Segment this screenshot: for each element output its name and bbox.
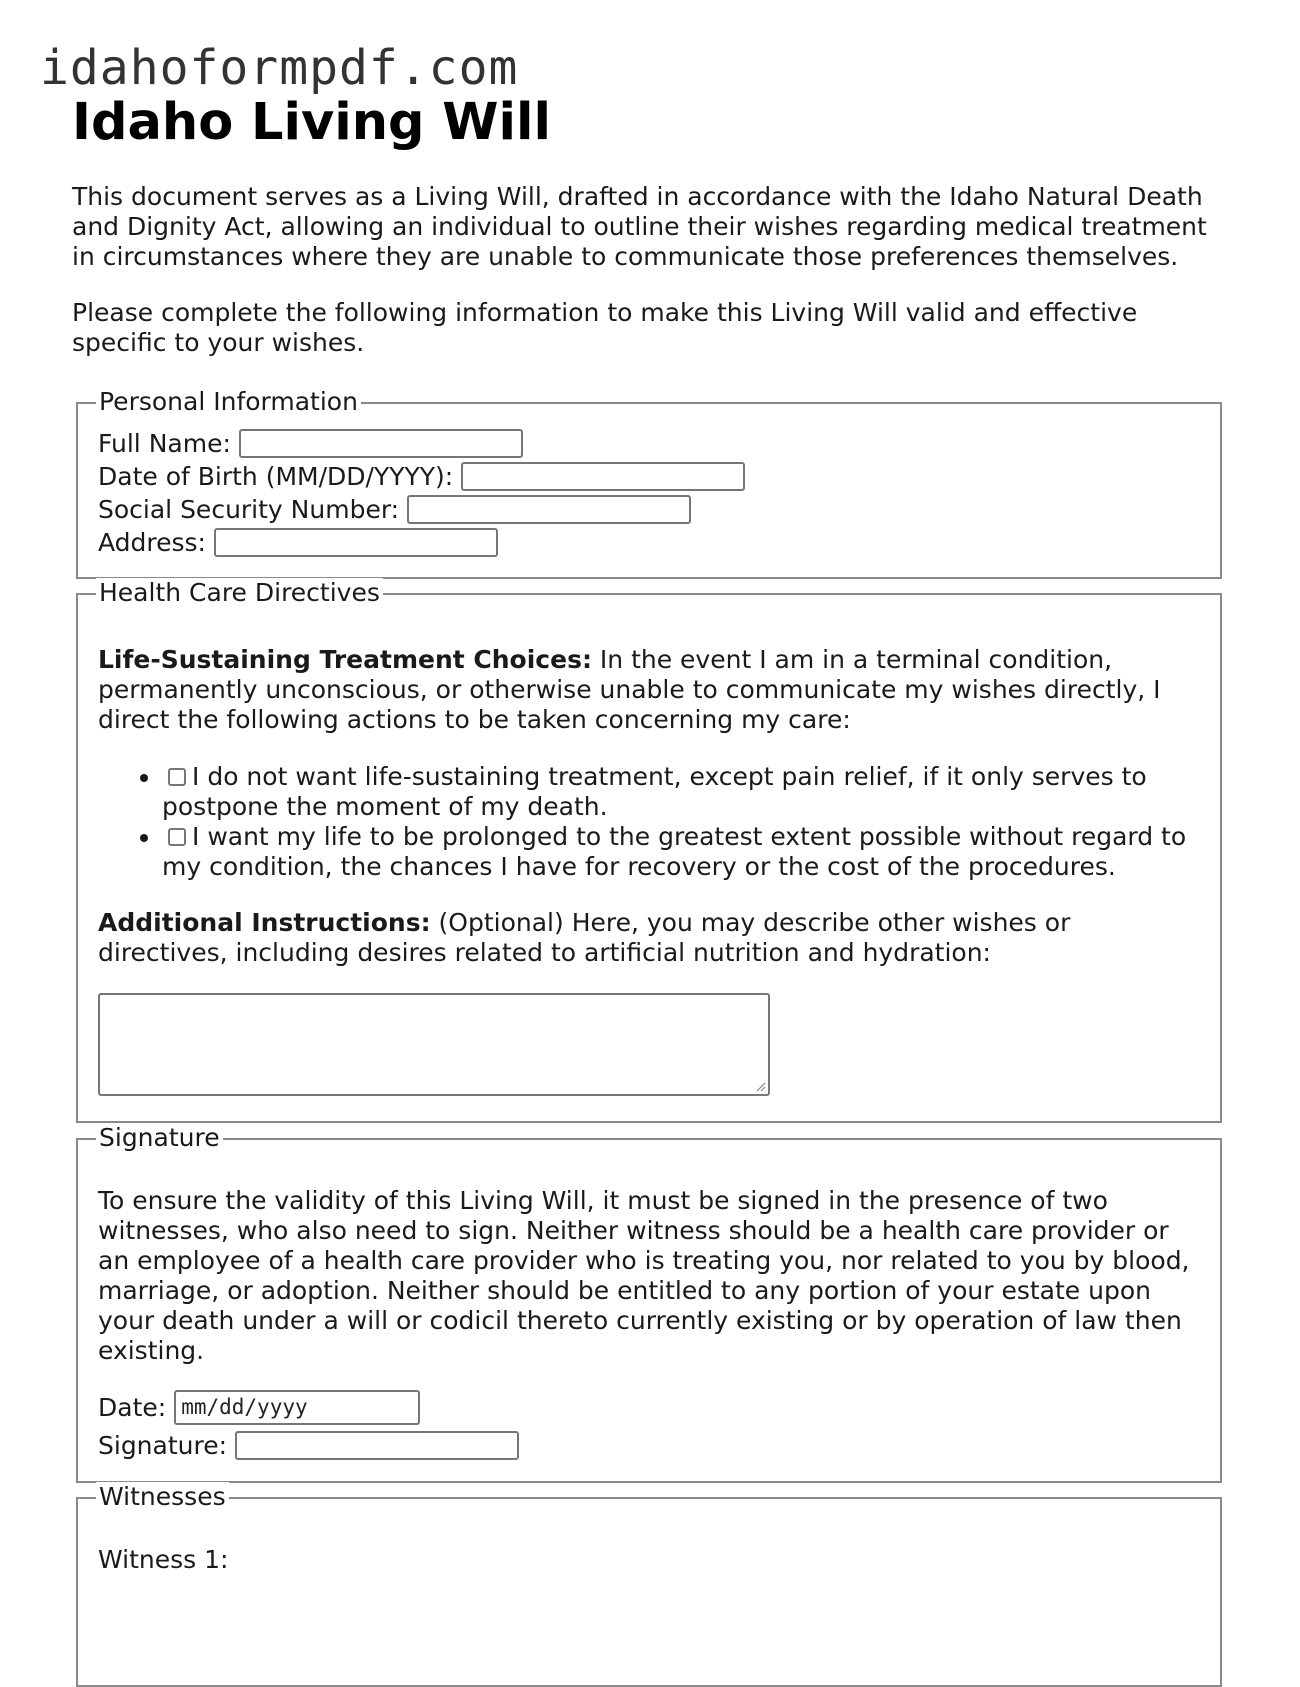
page-title: Idaho Living Will <box>72 93 551 152</box>
date-label: Date: <box>98 1392 167 1422</box>
witnesses-section <box>76 1482 1222 1687</box>
signature-input[interactable] <box>235 1431 519 1460</box>
full-name-input[interactable] <box>239 429 523 458</box>
resize-grip-icon[interactable] <box>754 1080 766 1092</box>
additional-instructions-text: (Optional) Here, you may describe other wishes or directives, including desires related to artificial nutrition and hydration: <box>98 908 1071 967</box>
ssn-label: Social Security Number: <box>98 495 400 524</box>
option1-label: I do not want life-sustaining treatment, except pain relief, if it only serves to postpone the moment of my death. <box>162 762 1147 821</box>
option1-checkbox[interactable] <box>168 768 186 786</box>
option2-label: I want my life to be prolonged to the greatest extent possible without regard to my condition, the chances I have for recovery or the cost of the procedures. <box>162 822 1187 881</box>
additional-instructions-heading: Additional Instructions: <box>98 908 431 937</box>
section-legend: Witnesses <box>96 1482 229 1512</box>
dob-input[interactable] <box>461 462 745 491</box>
list-item <box>162 822 1200 882</box>
health-care-directives-section <box>76 578 1222 1123</box>
life-sustaining-heading: Life-Sustaining Treatment Choices: <box>98 645 592 674</box>
site-watermark: idahoformpdf.com <box>40 40 519 96</box>
section-legend: Signature <box>96 1123 223 1153</box>
additional-instructions-paragraph <box>98 908 1200 968</box>
section-legend: Personal Information <box>96 387 361 417</box>
ssn-input[interactable] <box>407 495 691 524</box>
signature-instructions: To ensure the validity of this Living Will, it must be signed in the presence of two witnesses, who also need to sign. Neither witness should be a health care provider or an employee of a health care provider who is treating you, nor related to you by blood, marriage, or adoption. Neither should be entitled to any portion of your estate upon your death under a will or codicil thereto currently existing or by operation of law then existing. <box>98 1186 1190 1365</box>
full-name-label: Full Name: <box>98 429 231 458</box>
address-label: Address: <box>98 528 206 557</box>
instructions-paragraph: Please complete the following information to make this Living Will valid and effective specific to your wishes. <box>72 298 1138 357</box>
signature-label: Signature: <box>98 1431 228 1460</box>
section-legend: Health Care Directives <box>96 578 383 608</box>
treatment-options-list <box>98 762 1200 882</box>
list-item <box>162 762 1200 822</box>
dob-label: Date of Birth (MM/DD/YYYY): <box>98 462 454 491</box>
signature-section <box>76 1123 1222 1483</box>
option2-checkbox[interactable] <box>168 828 186 846</box>
life-sustaining-paragraph <box>98 645 1200 735</box>
personal-information-section <box>76 387 1222 579</box>
additional-instructions-textarea[interactable] <box>98 993 770 1096</box>
signature-date-input[interactable]: mm/dd/yyyy <box>174 1390 420 1425</box>
intro-paragraph: This document serves as a Living Will, drafted in accordance with the Idaho Natural Death and Dignity Act, allowing an individual to outline their wishes regarding medical treatment in circumstances where they are unable to communicate those preferences themselves. <box>72 182 1207 271</box>
life-sustaining-text: In the event I am in a terminal condition, permanently unconscious, or otherwise unable to communicate my wishes directly, I direct the following actions to be taken concerning my care: <box>98 645 1161 734</box>
witness1-label: Witness 1: <box>98 1545 229 1574</box>
living-will-form <box>72 90 1222 358</box>
address-input[interactable] <box>214 528 498 557</box>
